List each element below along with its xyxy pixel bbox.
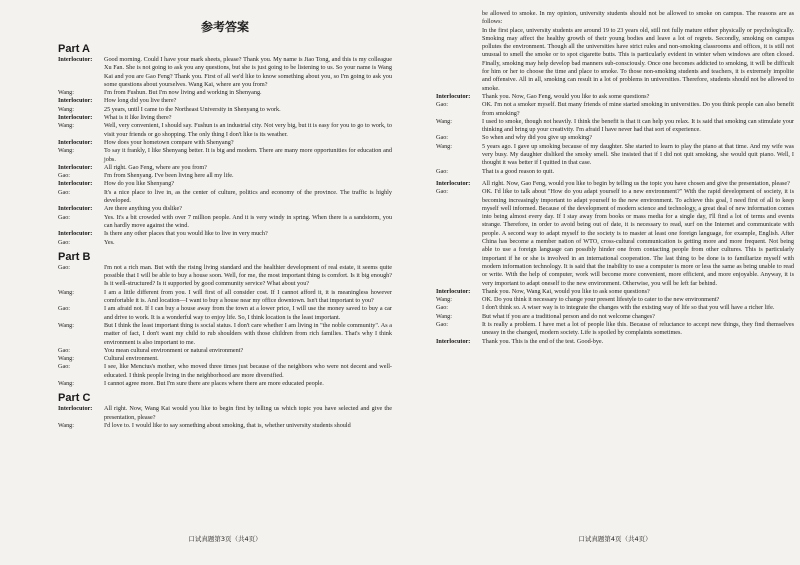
speaker-label: Interlocutor: (436, 337, 471, 345)
dialogue-text: Thank you. This is the end of the test. Good-bye. (482, 337, 604, 345)
dialogue-text: I am afraid not. If I can buy a house away from the town at a lower price, I will use the money saved to buy a car and drive to work. It is a wonderful way to enjoy life. So, I think location is the least important. (104, 305, 392, 321)
dialogue-text: Thank you. Now, Gao Feng, would you like to ask some questions? (482, 92, 650, 100)
dialogue-text: Thank you. Now, Wang Kai, would you like to ask some questions? (482, 287, 650, 295)
dialogue-line (58, 180, 392, 188)
speaker-label: Interlocutor: (436, 287, 471, 295)
speaker-label: Gao: (436, 167, 449, 175)
speaker-label: Interlocutor: (58, 180, 93, 188)
speaker-label: Wang: (58, 105, 74, 113)
dialogue-text: So when and why did you give up smoking? (482, 134, 592, 142)
dialogue-line (436, 188, 794, 288)
dialogue-line (436, 101, 794, 118)
right-content (436, 10, 794, 346)
speaker-label: Gao: (58, 263, 71, 271)
dialogue-text: How do you like Shenyang? (104, 180, 175, 188)
dialogue-line (58, 114, 392, 122)
dialogue-line (58, 405, 392, 422)
dialogue-line (436, 134, 794, 142)
dialogue-text: But I think the least important thing is social status. I don't care whether I am living in "the noble community". As a matter of fact, I don't want my child to rub shoulders with those children from rich families. That's why I think environment is also important to me. (104, 321, 392, 346)
speaker-label: Interlocutor: (58, 205, 93, 213)
speaker-label: Gao: (58, 188, 71, 196)
dialogue-text: But what if you are a traditional person and do not welcome changes? (482, 312, 655, 320)
dialogue-line (58, 264, 392, 289)
dialogue-line (58, 106, 392, 114)
dialogue-text: What is it like living there? (104, 114, 172, 122)
speaker-label: Wang: (436, 117, 452, 125)
continuation-paragraph: In the first place, university students are around 19 to 23 years old, still not fully mature either physically or psychologically. Smoking may affect the healthy growth of their young bodies and leave a lot of regrets. Secondly, smoking on campus pollutes the environment. Though all the universities have strict rules and non-smoking classrooms and offices, it is still not unusual to smell the smoke or to spot cigarette butts. This is particularly evident in winter when windows are often closed. Finally, smoking may help develop bad manners sub-consciously. Once one becomes addicted to smoking, it will be difficult for him or her to choose the time and place to smoke. To those non-smoking students and teachers, it is extremely impolite and offensive. All in all, smoking can result in a lot of problems in universities. Therefore, students should not be allowed to smoke. (482, 26, 794, 92)
dialogue-line (58, 189, 392, 206)
dialogue-text: It is really a problem. I have met a lot of people like this. Because of reluctance to accept new things, they find themselves uneasy in the changed, modern society. Life is spoiled by complaints sometimes. (482, 320, 794, 337)
dialogue-text: OK. I'm not a smoker myself. But many friends of mine started smoking in universities. Do you think people can also benefit from smoking? (482, 101, 794, 117)
page-title: 参考答案 (200, 20, 249, 34)
speaker-label: Interlocutor: (58, 405, 93, 413)
dialogue-text: To say it frankly, I like Shenyang better. It is big and modern. There are many more opportunities for education and jobs. (104, 147, 392, 163)
dialogue-line (58, 230, 392, 238)
dialogue-text: Yes. (104, 238, 115, 246)
dialogue-text: Is there any other places that you would like to live in very much? (104, 230, 268, 238)
dialogue-line (436, 288, 794, 296)
dialogue-line (58, 239, 392, 247)
dialogue-line (436, 338, 794, 346)
dialogue-line (58, 322, 392, 347)
dialogue-text: 5 years ago. I gave up smoking because of my daughter. She started to learn to play the piano at that time. And my wife was very busy. My daughter disliked the smoky smell. She insisted that if I did not quit smoking, she would quit piano. Well, I thought it was better if I quitted in that case. (482, 142, 794, 167)
dialogue-line (58, 305, 392, 322)
speaker-label: Gao: (436, 101, 449, 109)
dialogue-text: Well, very convenient, I should say. Fushun is an industrial city. Not very big, but it is easy for you to go to work, to visit your friends or go shopping. The only thing I don't like is its weather. (104, 122, 392, 138)
speaker-label: Wang: (58, 421, 74, 429)
dialogue-line (58, 422, 392, 430)
dialogue-line (58, 147, 392, 164)
continuation-paragraph: be allowed to smoke. In my opinion, university students should not be allowed to smoke on campus. The reasons are as follows: (482, 10, 794, 26)
speaker-label: Wang: (58, 321, 74, 329)
dialogue-text: I am a little different from you. I will first of all consider cost. If I cannot afford it, it is meaningless however comfortable it is. And location—I want to buy a house near my office downtown. Isn't that important to you? (104, 288, 392, 305)
dialogue-text: 25 years, until I came to the Northeast University in Shenyang to work. (104, 105, 281, 113)
dialogue-line (58, 363, 392, 380)
dialogue-text: That is a good reason to quit. (482, 167, 555, 175)
speaker-label: Wang: (58, 288, 74, 296)
part-heading: Part C (58, 392, 91, 405)
speaker-label: Interlocutor: (58, 138, 93, 146)
dialogue-line (436, 180, 794, 188)
dialogue-text: OK. Do you think it necessary to change your present lifestyle to cater to the new environment? (482, 296, 720, 304)
dialogue-line (58, 89, 392, 97)
dialogue-text: OK. I'd like to talk about "How do you adapt yourself to a new environment?" With the rapid development of society, it is becoming increasingly important to adapt yourself to the new environment. To achieve this goal, I need first of all to keep myself well informed. Because of the development of modern science and technology, a great deal of new information comes into being almost every day. If I stay away from books or mass media for a single day, I'll find a lot of terms and events strange. Therefore, in order to avoid being out of date, it is necessary to read, surf on the Internet and communicate with people. A second way to adapt myself to the society is to master at least one foreign language, for example, English. After China has become a member nation of WTO, cross-cultural communication is getting more and more frequent. Not being able to use a foreign language can possibly hinder one from contacting people from other cultures. This is particularly important if he or she is involved in an international cooperation. The last thing to be done is to familiarize myself with modern information technology. It is said that the inability to use a computer is more or less the same as being unable to read or write. With the help of computer, work will become more convenient, more efficient, and more enjoyable. Anyway, it is very important to adapt oneself to the new environment. Otherwise, you will be left far behind. (482, 188, 794, 287)
dialogue-line (58, 122, 392, 139)
speaker-label: Gao: (58, 305, 71, 313)
dialogue-line (58, 139, 392, 147)
dialogue-line (436, 143, 794, 168)
right-page (400, 0, 800, 565)
speaker-label: Wang: (58, 147, 74, 155)
dialogue-text: Are there anything you dislike? (104, 205, 183, 213)
speaker-label: Interlocutor: (58, 114, 93, 122)
dialogue-line (436, 296, 794, 304)
part-heading: Part A (58, 43, 90, 55)
dialogue-text: All right. Now, Wang Kai would you like to begin first by telling us which topic you have selected and give the presentation, please? (104, 405, 392, 421)
speaker-label: Gao: (58, 238, 71, 246)
dialogue-text: It's a nice place to live in, as the center of culture, politics and economy of the province. The traffic is highly developed. (104, 188, 392, 205)
dialogue-line (58, 289, 392, 306)
dialogue-text: I'm not a rich man. But with the rising living standard and the healthier development of real estate, it seems quite possible that I will be able to buy a house soon. Well, for me, the most important thing is comfort. Is it big enough? Is it well-structured? Is it supported by good community service? What about you? (104, 263, 392, 288)
left-content (58, 43, 392, 430)
speaker-label: Interlocutor: (58, 230, 93, 238)
speaker-label: Gao: (58, 172, 71, 180)
speaker-label: Wang: (58, 122, 74, 130)
dialogue-text: I'm from Fushun. But I'm now living and working in Shenyang. (104, 89, 262, 97)
dialogue-line (436, 304, 794, 312)
dialogue-line (58, 172, 392, 180)
dialogue-line (436, 313, 794, 321)
dialogue-line (436, 321, 794, 338)
dialogue-text: You mean cultural environment or natural environment? (104, 346, 244, 354)
dialogue-line (436, 168, 794, 176)
dialogue-line (436, 93, 794, 101)
dialogue-line (58, 56, 392, 89)
dialogue-line (58, 380, 392, 388)
dialogue-line (436, 118, 794, 135)
dialogue-text: Good morning. Could I have your mark sheets, please? Thank you. My name is Jiao Tong, and this is my colleague Xu Fan. She is not going to ask you any questions, but she is just going to be listening to us. So your name is Wang Kai and you are Gao Feng? Thank you. First of all we'd like to know something about you, so I'm going to ask you some questions about yourselves. Wang Kai, where are you from? (104, 56, 392, 88)
speaker-label: Wang: (436, 296, 452, 304)
speaker-label: Interlocutor: (436, 179, 471, 187)
dialogue-line (58, 355, 392, 363)
dialogue-text: I see, like Mencius's mother, who moved three times just because of the neighbors who were not decent and well-educated. I think people living in the neighborhood are more diversified. (104, 363, 392, 379)
dialogue-line (58, 205, 392, 213)
speaker-label: Wang: (58, 379, 74, 387)
speaker-label: Gao: (58, 213, 71, 221)
dialogue-line (58, 97, 392, 105)
dialogue-text: I cannot agree more. But I'm sure there are places where there are more educated people. (104, 379, 324, 387)
dialogue-line (58, 214, 392, 231)
dialogue-text: I'd love to. I would like to say something about smoking, that is, whether university students should (104, 421, 351, 429)
left-footer: 口试真题第3页（共4页） (188, 535, 262, 543)
dialogue-text: All right. Now, Gao Feng, would you like to begin by telling us the topic you have chosen and give the presentation, please? (482, 179, 790, 187)
dialogue-text: I'm from Shenyang. I've been living here all my life. (104, 172, 234, 180)
dialogue-line (58, 347, 392, 355)
dialogue-text: How long did you live there? (104, 97, 177, 105)
speaker-label: Interlocutor: (58, 97, 93, 105)
dialogue-line (58, 164, 392, 172)
speaker-label: Interlocutor: (436, 92, 471, 100)
dialogue-text: Yes. It's a bit crowded with over 7 million people. And it is very windy in spring. When there is a sandstorm, you can hardly move against the wind. (104, 213, 392, 229)
speaker-label: Wang: (58, 89, 74, 97)
dialogue-text: Cultural environment. (104, 355, 159, 363)
speaker-label: Interlocutor: (58, 56, 93, 63)
speaker-label: Gao: (436, 188, 449, 196)
speaker-label: Wang: (436, 142, 452, 150)
dialogue-text: I don't think so. A wiser way is to integrate the changes with the existing way of life so that you will have a richer life. (482, 304, 775, 312)
speaker-label: Gao: (436, 304, 449, 312)
dialogue-text: How does your hometown compare with Shenyang? (104, 138, 234, 146)
speaker-label: Gao: (436, 320, 449, 328)
part-heading: Part B (58, 250, 91, 263)
dialogue-text: All right. Gao Feng, where are you from? (104, 163, 207, 171)
speaker-label: Gao: (58, 363, 71, 371)
speaker-label: Wang: (436, 312, 452, 320)
right-footer: 口试真题第4页（共4页） (578, 535, 652, 543)
speaker-label: Gao: (436, 134, 449, 142)
dialogue-text: I used to smoke, though not heavily. I think the benefit is that it can help you relax. It is said that smoking can stimulate your thinking and bring up your creativity. I'm afraid I have never had that sort of experience. (482, 117, 794, 134)
speaker-label: Wang: (58, 355, 74, 363)
speaker-label: Interlocutor: (58, 163, 93, 171)
speaker-label: Gao: (58, 346, 71, 354)
